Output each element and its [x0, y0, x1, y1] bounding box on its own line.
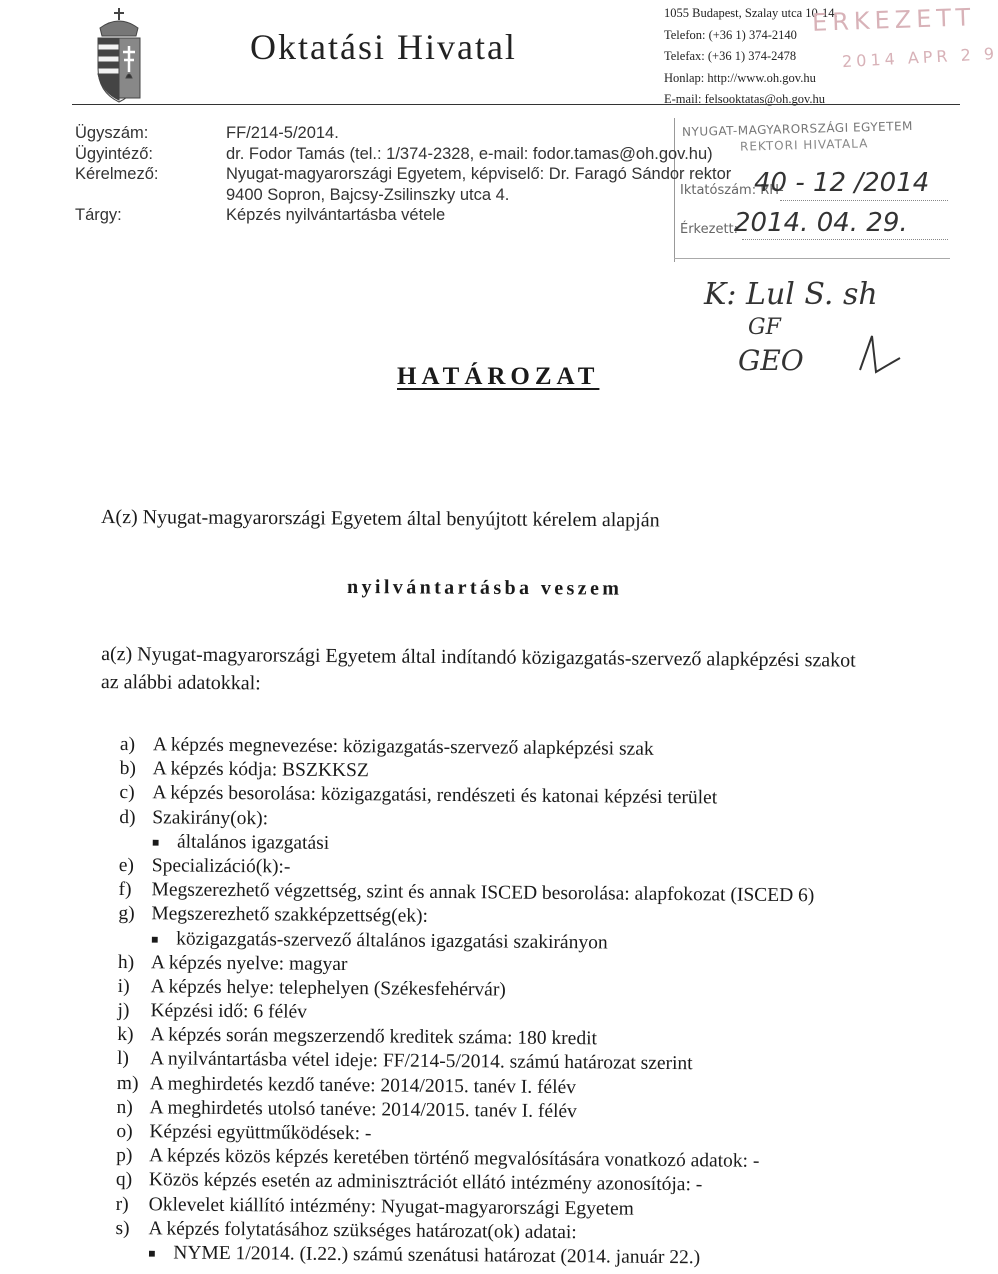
subject-paragraph [101, 640, 856, 703]
list-item-text: A nyilvántartásba vétel ideje: FF/214-5/2014. számú határozat szerint [149, 1048, 693, 1075]
list-item-key: r) [115, 1193, 129, 1215]
handwriting-line-1: K: Lul S. sh [704, 277, 878, 312]
address-line: 1055 Budapest, Szalay utca 10-14. [664, 6, 838, 20]
list-item-text: Megszerezhető szakképzettség(ek): [151, 903, 429, 928]
list-item-text: Képzési idő: 6 félév [150, 1000, 308, 1023]
list-item-text: A meghirdetés utolsó tanéve: 2014/2015. tanév I. félév [149, 1097, 577, 1122]
list-item-key: s) [115, 1217, 130, 1239]
list-item-text: A képzés folytatásához szükséges határozat(ok) adatai: [148, 1218, 577, 1243]
list-item-text: Megszerezhető végzettség, szint és annak ISCED besorolása: alapfokozat (ISCED 6) [151, 879, 815, 907]
list-item-text: A képzés közös képzés keretében történő megvalósítására vonatkozó adatok: - [149, 1145, 760, 1173]
list-item-text: Oklevelet kiállító intézmény: Nyugat-magyarországi Egyetem [148, 1193, 634, 1220]
meta-label-targy: Tárgy: [75, 206, 122, 224]
list-item-text: A képzés során megszerzendő kreditek száma: 180 kredit [150, 1024, 598, 1050]
list-item-text: A képzés besorolása: közigazgatási, rendészeti és katonai képzési terület [152, 782, 718, 809]
list-item-text: Közös képzés esetén az adminisztrációt ellátó intézmény azonosítója: - [148, 1169, 703, 1196]
subject-line: a(z) Nyugat-magyarországi Egyetem által indítandó közigazgatás-szervező alapképzési szakot [101, 643, 856, 672]
bullet-icon: ■ [151, 835, 160, 850]
subject-line: az alábbi adatokkal: [100, 670, 261, 695]
list-item-key: a) [119, 734, 136, 756]
meta-label-kerelmezo: Kérelmező: [75, 165, 159, 183]
list-item-key: d) [119, 806, 136, 828]
list-item-key: m) [116, 1072, 139, 1094]
list-item-text: közigazgatás-szervező általános igazgatási szakirányon [176, 928, 608, 953]
handwritten-notes [700, 262, 940, 392]
email-line: E-mail: felsooktatas@oh.gov.hu [664, 92, 826, 106]
list-item-text: A képzés megnevezése: közigazgatás-szervező alapképzési szak [152, 734, 654, 760]
list-item-text: Képzési együttműködések: - [149, 1121, 372, 1145]
list-item-key: j) [117, 1000, 130, 1022]
list-item-key: f) [118, 879, 132, 901]
meta-value-ugyintezo: dr. Fodor Tamás (tel.: 1/374-2328, e-mail: fodor.tamas@oh.gov.hu) [226, 145, 713, 163]
meta-value-ugyszam: FF/214-5/2014. [226, 124, 339, 142]
received-stamp: ERKEZETT [811, 3, 976, 37]
dotted-line [780, 200, 948, 201]
list-item-key: q) [115, 1169, 133, 1191]
hungarian-coat-of-arms-logo [88, 6, 150, 106]
list-item-text: általános igazgatási [176, 831, 330, 854]
data-list [115, 734, 940, 1274]
meta-label-ugyszam: Ügyszám: [75, 124, 149, 142]
intro-paragraph: A(z) Nyugat-magyarországi Egyetem által benyújtott kérelem alapján [100, 506, 660, 532]
header-rule [72, 104, 960, 105]
phone-line: Telefon: (+36 1) 374-2140 [664, 27, 797, 42]
org-name: Oktatási Hivatal [250, 27, 517, 67]
list-item-key: n) [116, 1096, 133, 1118]
list-item-key: h) [117, 951, 135, 973]
bullet-icon: ■ [151, 931, 159, 946]
website-line: Honlap: http://www.oh.gov.hu [664, 70, 816, 85]
list-item-key: e) [118, 854, 135, 877]
iktatoszam-value: 40 - 12 /2014 [754, 168, 930, 198]
iktatoszam-label: Iktatószám: RH- [680, 183, 784, 198]
document-title: HATÁROZAT [397, 363, 600, 390]
dotted-line [742, 239, 948, 240]
list-item-key: o) [116, 1120, 133, 1143]
decision-verb: nyilvántartásba veszem [346, 576, 623, 600]
registry-stamp-rule [674, 258, 950, 259]
list-item-key: b) [119, 758, 137, 780]
list-item-key: l) [116, 1048, 130, 1070]
list-item-text: A képzés nyelve: magyar [150, 951, 348, 975]
list-item-key: i) [117, 975, 130, 997]
meta-value-address: 9400 Sopron, Bajcsy-Zsilinszky utca 4. [226, 186, 510, 204]
registry-stamp-dept: REKTORI HIVATALA [739, 136, 869, 154]
registry-stamp-org: NYUGAT-MAGYARORSZÁGI EGYETEM [681, 118, 914, 140]
bullet-icon: ■ [148, 1246, 156, 1261]
erkezett-label: Érkezett: [680, 222, 739, 237]
handwriting-line-2: GF [748, 315, 781, 340]
list-item-text: NYME 1/2014. (I.22.) számú szenátusi határozat (2014. január 22.) [173, 1242, 701, 1269]
list-item-key: c) [119, 782, 135, 804]
list-item-text: Specializáció(k):- [151, 855, 291, 878]
list-item-text: A képzés helye: telephelyen (Székesfehérvár) [150, 976, 506, 1001]
handwriting-line-3: GEO [738, 344, 804, 377]
meta-value-targy: Képzés nyilvántartásba vétele [226, 206, 446, 224]
list-item-text: A meghirdetés kezdő tanéve: 2014/2015. tanév I. félév [149, 1072, 577, 1098]
list-item-text: Szakirány(ok): [152, 806, 269, 829]
handwritten-initial [860, 336, 900, 372]
meta-label-ugyintezo: Ügyintéző: [75, 145, 153, 163]
received-stamp-date: 2014 APR 2 9 [841, 43, 998, 72]
erkezett-value: 2014. 04. 29. [734, 208, 908, 238]
meta-value-kerelmezo: Nyugat-magyarországi Egyetem, képviselő: Dr. Faragó Sándor rektor [226, 165, 732, 183]
list-item-text: A képzés kódja: BSZKKSZ [152, 758, 369, 782]
fax-line: Telefax: (+36 1) 374-2478 [664, 49, 797, 63]
list-item-key: g) [118, 903, 135, 925]
list-item-key: p) [116, 1145, 133, 1167]
list-item-key: k) [117, 1024, 134, 1046]
